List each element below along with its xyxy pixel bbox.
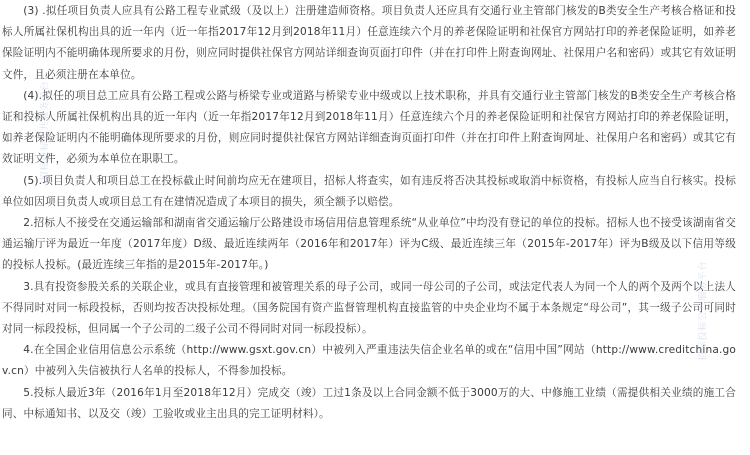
clause-4-credit-blacklist: 4.在全国企业信用信息公示系统（http://www.gsxt.gov.cn）中被列入严重违法失信企业名单的或在“信用中国”网站（http://www.creditchina.gov.cn）中被列入失信被执行人名单的投标人，不得参加投标。 <box>2 344 736 378</box>
clause-2-credit-rating: 2.招标人不接受在交通运输部和湖南省交通运输厅公路建设市场信用信息管理系统“从业单位”中均没有登记的单位的投标。招标人也不接受该湖南省交通运输厅评为最近一年度（2017年度）D级、最近连续两年（2016年和2017年）评为C级、最近连续三年（2015年-2017年）评为B级及以下信用等级的投标人投标。(最近连续三年指的是2015年-2017年。) <box>2 217 736 272</box>
clause-5-past-performance: 5.投标人最近3年（2016年1月至2018年12月）完成交（竣）工过1条及以上合同金额不低于3000万的大、中修施工业绩（需提供相关业绩的施工合同、中标通知书、以及交（竣）工验收或业主出具的完工证明材料）。 <box>2 386 736 420</box>
clause-5-no-ongoing-projects: (5).项目负责人和项目总工在投标截止时间前均应无在建项目，招标人将查实，如有违反将否决其投标或取消中标资格，有投标人应当自行核实。投标单位如因项目负责人或项目总工有在建情况造成了本项目的损失，须全额予以赔偿。 <box>2 174 736 208</box>
clause-3-affiliated-companies: 3.具有投资参股关系的关联企业，或具有直接管理和被管理关系的母子公司，或同一母公司的子公司，或法定代表人为同一个人的两个及两个以上法人不得同时对同一标段投标，否则均按否决投标处理。（国务院国有资产监督管理机构直接监管的中央企业均不属于本条规定“母公司”，其一级子公司可同时对同一标段投标，但同属一个子公司的二级子公司不得同时对同一标段投标）。 <box>2 280 736 336</box>
clause-3-project-manager: (3) .拟任项目负责人应具有公路工程专业贰级（及以上）注册建造师资格。项目负责人还应具有交通行业主管部门核发的B类安全生产考核合格证和投标人所属社保机构出具的近一年内（近一年指2017年12月到2018年11月）任意连续六个月的养老保险证明和社保官方网站打印的养老保险证明，如养老保险证明内不能明确体现所要求的月份，则应同时提供社保官方网站详细查询页面打印件（并在打印件上附查询网址、社保用户名和密码）或其它有效证明文件，且必须注册在本单位。 <box>2 5 736 81</box>
clause-4-chief-engineer: (4).拟任的项目总工应具有公路工程或公路与桥梁专业或道路与桥梁专业中级或以上技术职称，并具有交通行业主管部门核发的B类安全生产考核合格证和投标人所属社保机构出具的近一年内（近一年指2017年12月到2018年11月）任意连续六个月的养老保险证明和社保官方网站打印的养老保险证明，如养老保险证明内不能明确体现所要求的月份，则应同时提供社保官方网站详细查询页面打印件（并在打印件上附查询网址、社保用户名和密码）或其它有效证明文件，必须为本单位在职职工。 <box>2 89 736 166</box>
watermark-left: 招标投标公共服务平台 <box>40 80 51 181</box>
watermark-right: 招标投标公共服务平台 <box>698 260 709 361</box>
